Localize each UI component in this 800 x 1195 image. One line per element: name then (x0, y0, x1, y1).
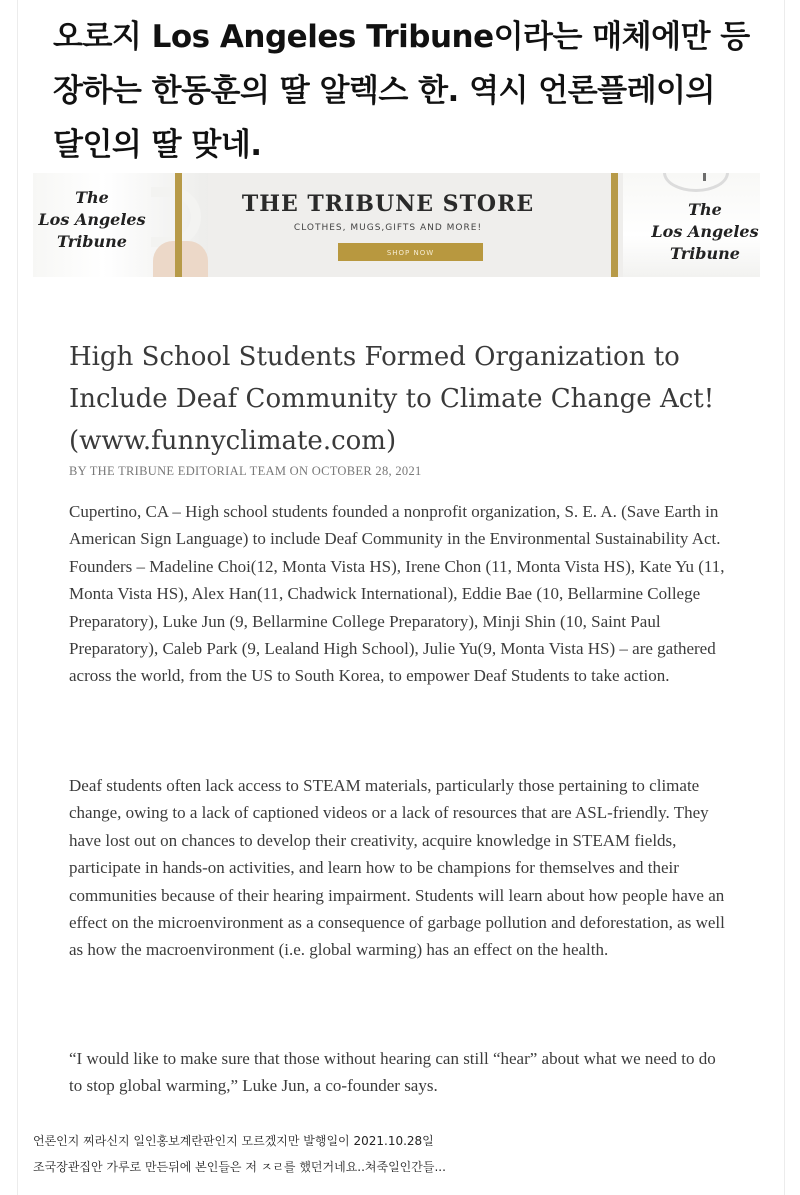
article-paragraph-2: Deaf students often lack access to STEAM materials, particularly those pertaining to climate change, owing to a lack of captioned videos or a lack of resources that are ASL-friendly. They have lost out on chances to develop their creativity, acquire knowledge in STEAM fields, participate in hands-on activities, and learn how to be champions for themselves and their communities because of their hearing impairment. Students will learn about how people have an effect on the microenvironment as a consequence of garbage pollution and deforestation, as well as how the macroenvironment (i.e. global warming) has an effect on the health. (69, 776, 725, 960)
store-subtitle: CLOTHES, MUGS,GIFTS AND MORE! (293, 223, 483, 233)
article-byline: BY THE TRIBUNE EDITORIAL TEAM ON OCTOBER 28, 2021 (69, 464, 422, 478)
post-caption-2: 조국장관집안 가루로 만든뒤에 본인들은 저 ㅈㄹ를 했던거네요..쳐죽일인간들... (33, 1160, 446, 1174)
gold-divider-right (611, 173, 618, 277)
tribune-logo-left: The Los Angeles Tribune (38, 188, 146, 251)
post-caption-1: 언론인지 찌라신지 일인홍보계란판인지 모르겠지만 발행일이 2021.10.28일 (33, 1134, 434, 1148)
gold-divider-left (175, 173, 182, 277)
store-title: THE TRIBUNE STORE (241, 191, 535, 217)
shop-now-button[interactable]: SHOP NOW (338, 243, 483, 261)
article-title: High School Students Formed Organization to Include Deaf Community to Climate Change Act! (www.funnyclimate.com) (69, 342, 715, 456)
article-screenshot (33, 318, 760, 1116)
post-headline: 오로지 Los Angeles Tribune이라는 매체에만 등장하는 한동훈의 딸 알렉스 한. 역시 언론플레이의 달인의 딸 맞네. (53, 19, 750, 163)
tribune-store-banner[interactable] (33, 173, 760, 277)
shirt-collar (663, 173, 729, 192)
tribune-logo-right: The Los Angeles Tribune (651, 200, 759, 263)
article-paragraph-1: Cupertino, CA – High school students founded a nonprofit organization, S. E. A. (Save Earth in American Sign Language) to include Deaf Community in the Environmental Sustainability Act. Founders – Madeline Choi(12, Monta Vista HS), Irene Chon (11, Monta Vista HS), Kate Yu (11, Monta Vista HS), Alex Han(11, Chadwick International), Eddie Bae (10, Bellarmine College Preparatory), Luke Jun (9, Bellarmine College Preparatory), Minji Shin (10, Saint Paul Preparatory), Caleb Park (9, Lealand High School), Julie Yu(9, Monta Vista HS) – are gathered across the world, from the US to South Korea, to empower Deaf Students to take action. (69, 502, 725, 686)
article-paragraph-3: “I would like to make sure that those without hearing can still “hear” about what we need to do to stop global warming,” Luke Jun, a co-founder says. (69, 1049, 716, 1096)
